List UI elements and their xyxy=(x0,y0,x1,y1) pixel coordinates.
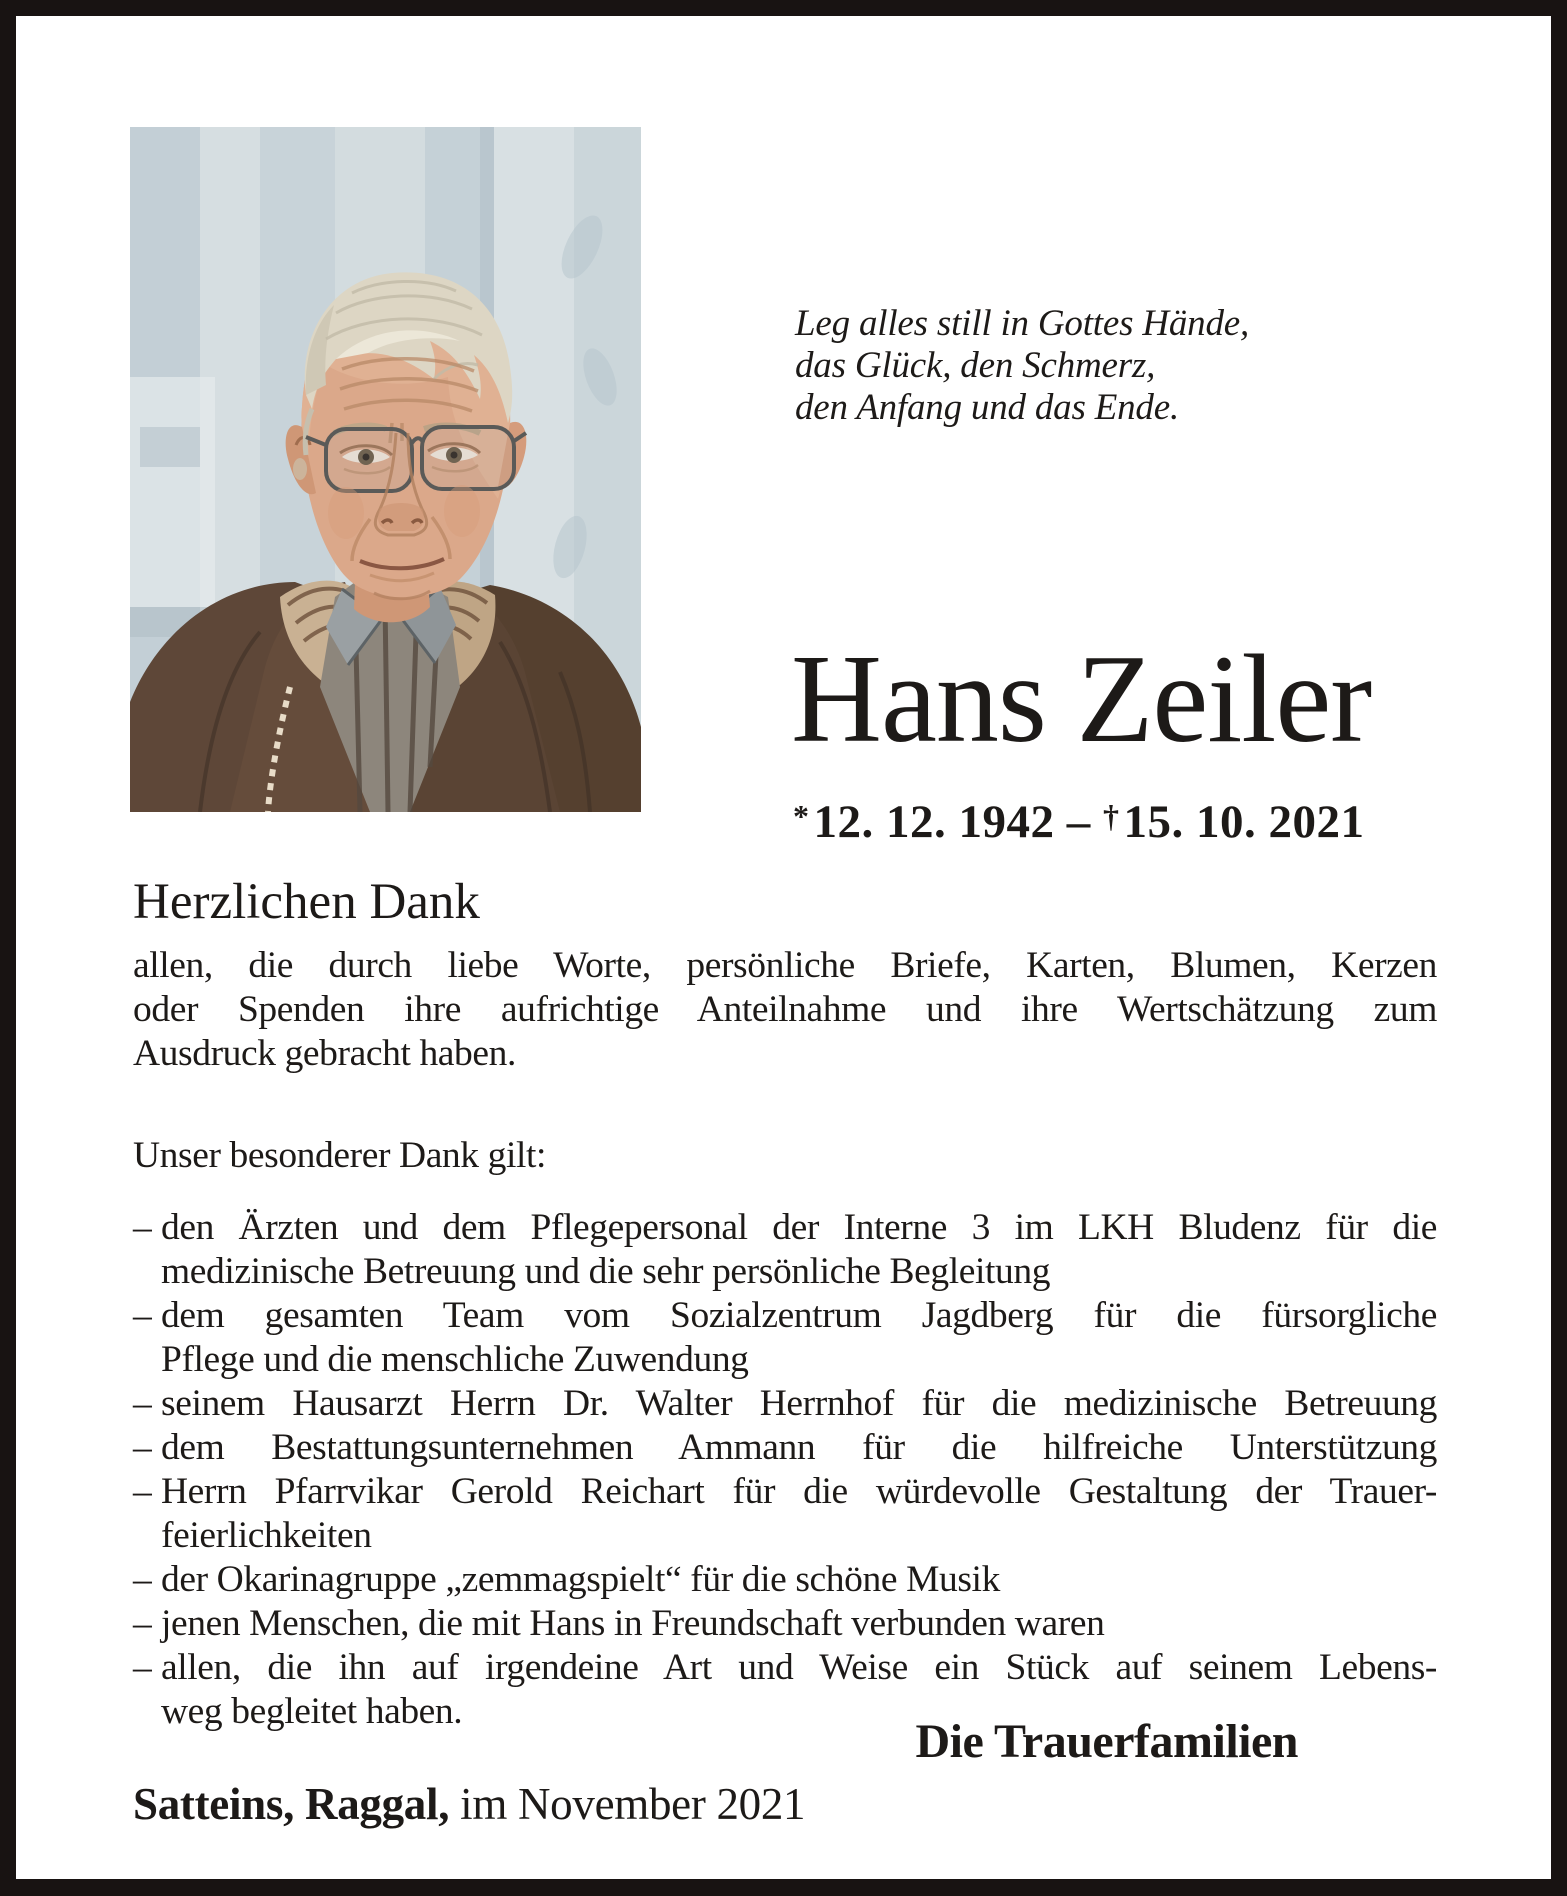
birth-star-symbol: * xyxy=(793,798,810,834)
thanks-list-item xyxy=(133,1470,1437,1558)
life-dates xyxy=(793,795,1364,849)
thanks-list-item xyxy=(133,1558,1437,1602)
mourning-family-signature: Die Trauerfamilien xyxy=(915,1715,1298,1768)
bullet-line: – jenen Menschen, die mit Hans in Freundschaft verbunden waren xyxy=(133,1603,1105,1644)
bullet-continuation-line: Pflege und die menschliche Zuwendung xyxy=(161,1339,749,1380)
bullet-line: – den Ärzten und dem Pflegepersonal der Interne 3 im LKH Bludenz für die xyxy=(133,1207,1437,1248)
bullet-line: – dem gesamten Team vom Sozialzentrum Jagdberg für die fürsorgliche xyxy=(133,1295,1437,1336)
portrait-photo xyxy=(130,127,641,812)
bullet-dash: – xyxy=(133,1427,152,1468)
memorial-verse xyxy=(795,303,1335,429)
bullet-dash: – xyxy=(133,1383,152,1424)
bullet-dash: – xyxy=(133,1559,152,1600)
thanks-list-item xyxy=(133,1294,1437,1382)
date-separator: – xyxy=(1066,796,1091,848)
bullet-dash: – xyxy=(133,1471,152,1512)
thanks-list-item xyxy=(133,1602,1437,1646)
thanks-intro-paragraph xyxy=(133,944,1437,1076)
thanks-list-item xyxy=(133,1382,1437,1426)
intro-line: oder Spenden ihre aufrichtige Anteilnahme und ihre Wertschätzung zum xyxy=(133,989,1437,1030)
verse-line: das Glück, den Schmerz, xyxy=(795,345,1156,386)
thanks-list-item xyxy=(133,1206,1437,1294)
bullet-dash: – xyxy=(133,1603,152,1644)
thanks-heading: Herzlichen Dank xyxy=(133,874,480,930)
bullet-continuation-line: weg begleitet haben. xyxy=(161,1691,463,1732)
bullet-dash: – xyxy=(133,1647,152,1688)
bullet-line: – der Okarinagruppe „zemmagspielt“ für die schöne Musik xyxy=(133,1559,1000,1600)
footer-date: im November 2021 xyxy=(449,1779,806,1829)
death-date: 15. 10. 2021 xyxy=(1123,796,1365,848)
card-inner xyxy=(16,16,1551,1879)
intro-line: allen, die durch liebe Worte, persönliche Briefe, Karten, Blumen, Kerzen xyxy=(133,945,1437,986)
bullet-line: – Herrn Pfarrvikar Gerold Reichart für die würdevolle Gestaltung der Trauer- xyxy=(133,1471,1437,1512)
bullet-line: – seinem Hausarzt Herrn Dr. Walter Herrnhof für die medizinische Betreuung xyxy=(133,1383,1437,1424)
bullet-line: – allen, die ihn auf irgendeine Art und Weise ein Stück auf seinem Lebens- xyxy=(133,1647,1437,1688)
special-thanks-lead: Unser besonderer Dank gilt: xyxy=(133,1135,547,1176)
portrait-photo-drawing xyxy=(130,127,641,812)
place-date-line xyxy=(133,1778,805,1830)
place-names: Satteins, Raggal, xyxy=(133,1779,450,1829)
bullet-dash: – xyxy=(133,1295,152,1336)
bullet-continuation-line: medizinische Betreuung und die sehr persönliche Begleitung xyxy=(161,1251,1051,1292)
bullet-continuation-line: feierlichkeiten xyxy=(161,1515,372,1556)
intro-line: Ausdruck gebracht haben. xyxy=(133,1033,516,1074)
death-cross-symbol: † xyxy=(1102,798,1120,834)
bullet-dash: – xyxy=(133,1207,152,1248)
birth-date: 12. 12. 1942 xyxy=(813,796,1055,848)
thanks-list-item xyxy=(133,1426,1437,1470)
deceased-name: Hans Zeiler xyxy=(791,630,1372,769)
verse-line: Leg alles still in Gottes Hände, xyxy=(795,303,1250,344)
verse-line: den Anfang und das Ende. xyxy=(795,387,1180,428)
special-thanks-list xyxy=(133,1206,1437,1734)
bullet-line: – dem Bestattungsunternehmen Ammann für die hilfreiche Unterstützung xyxy=(133,1427,1437,1468)
